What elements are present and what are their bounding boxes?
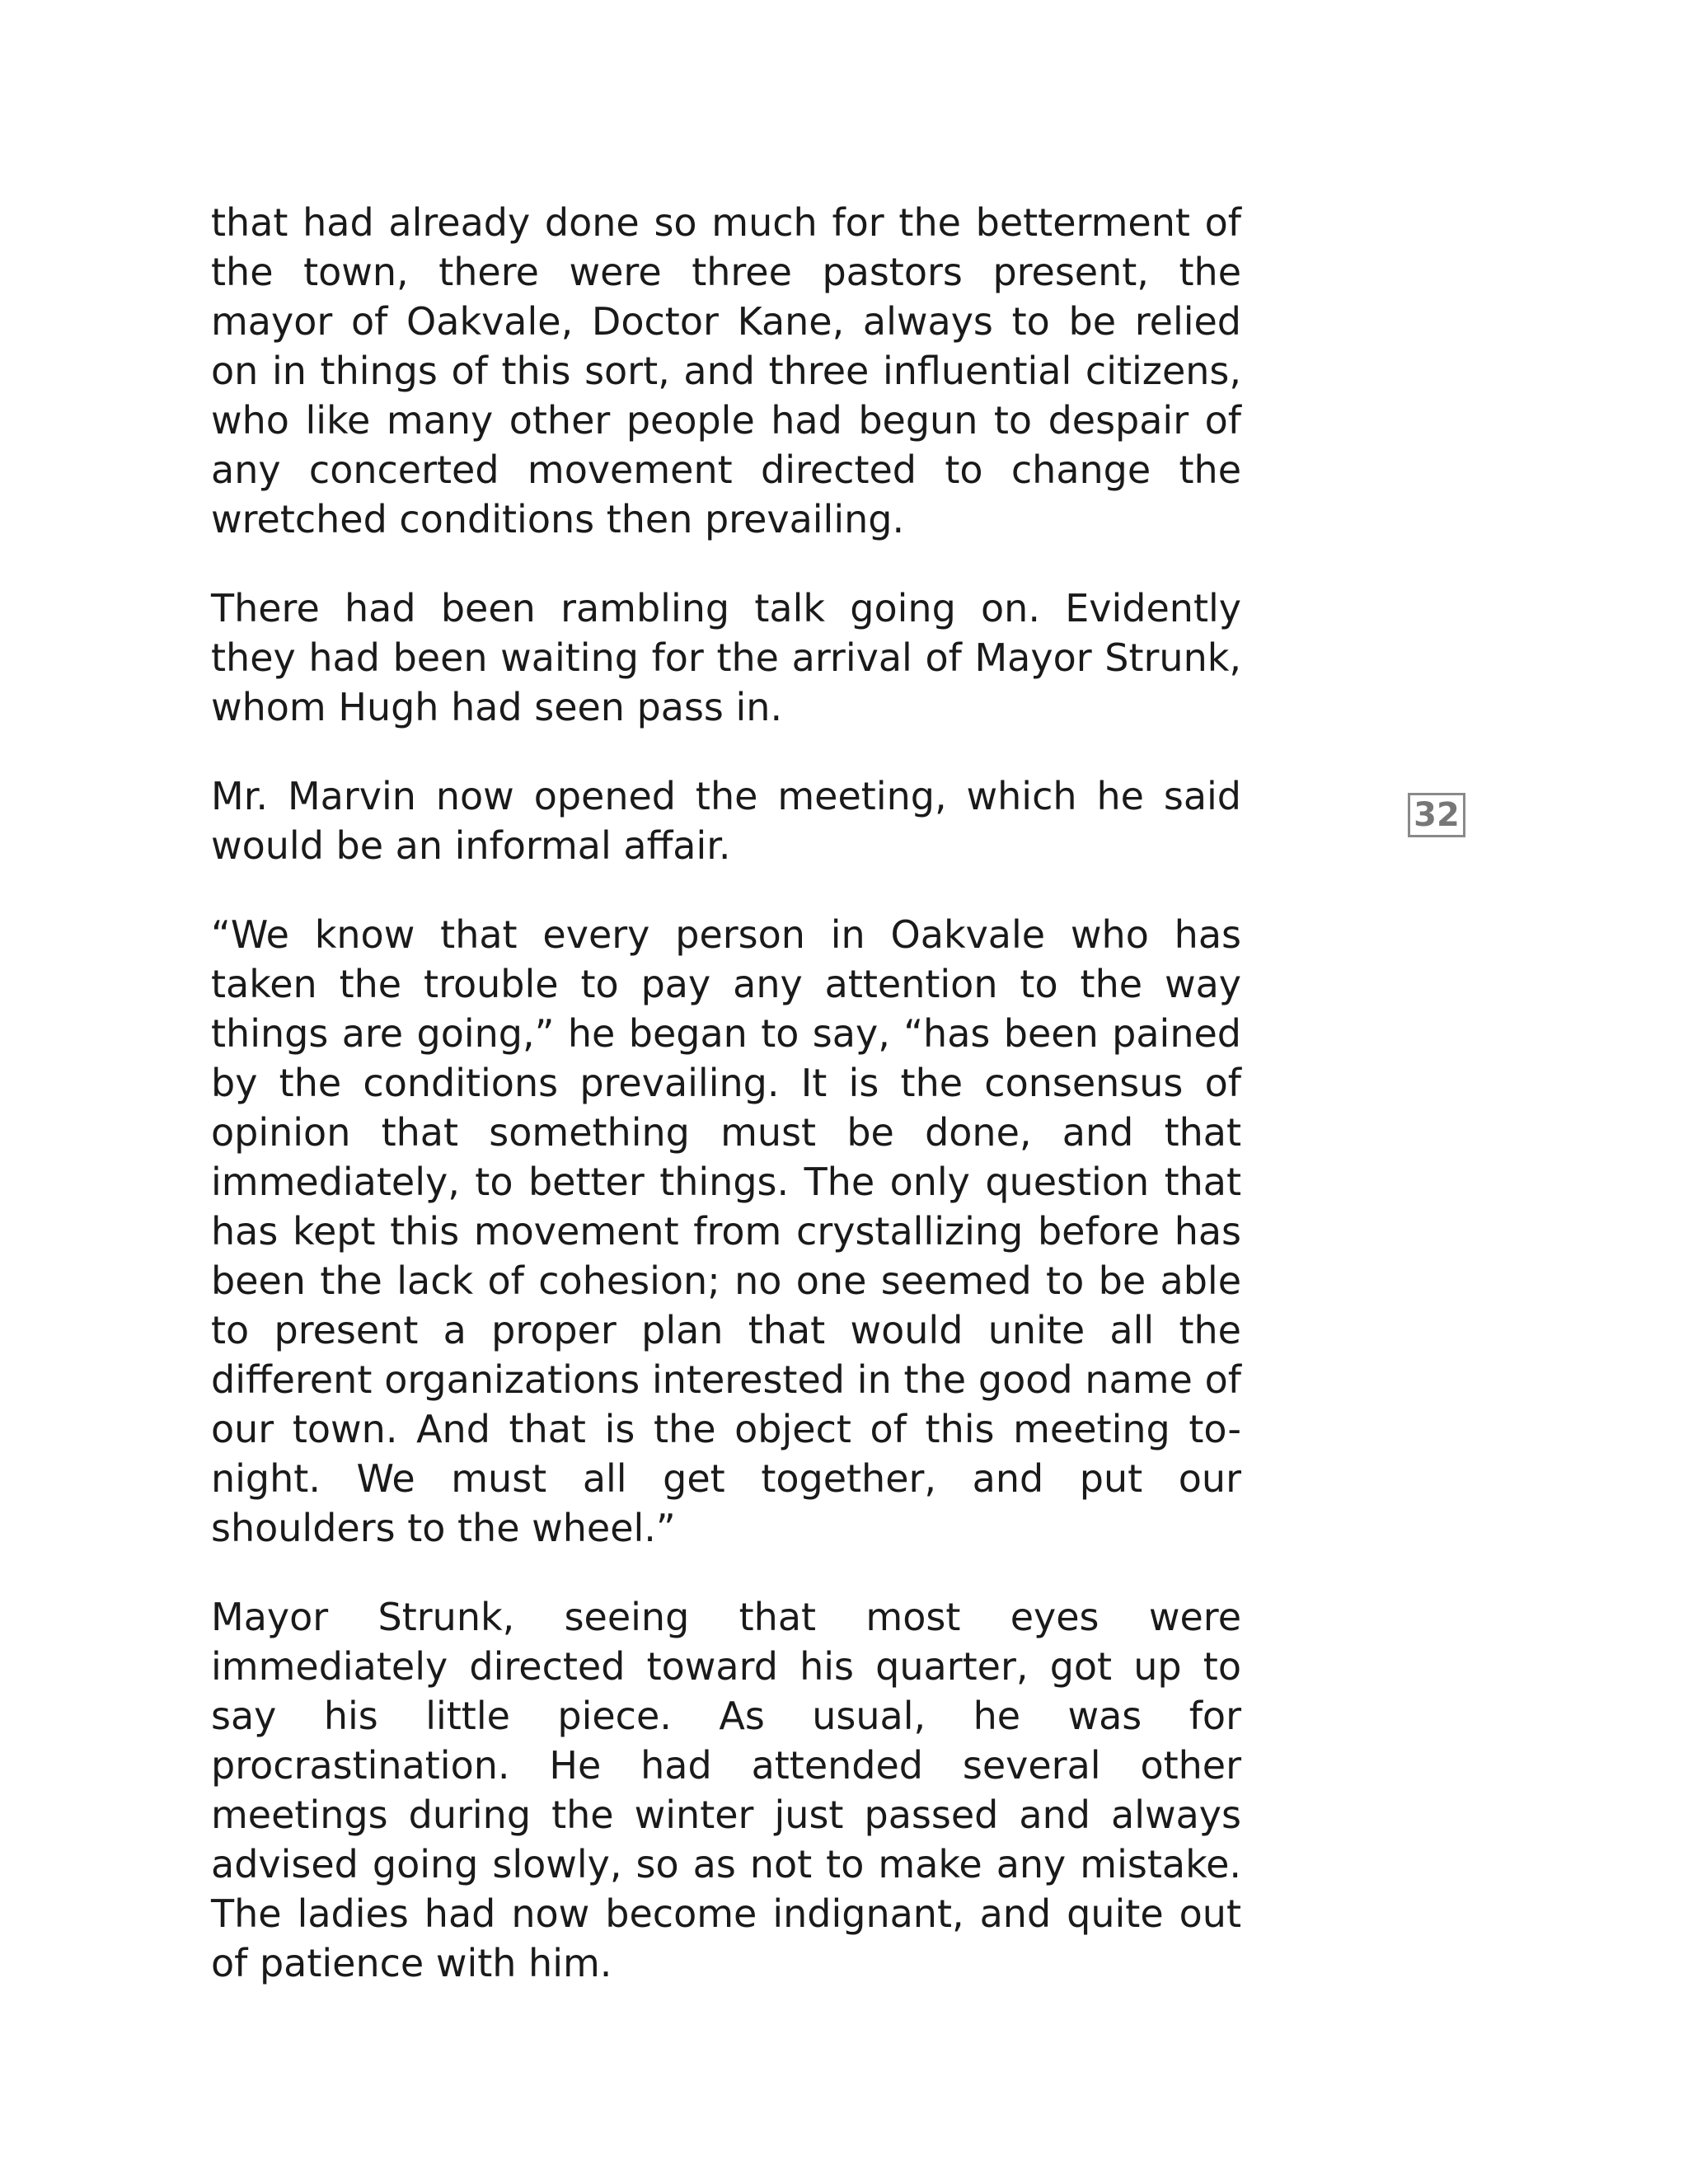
paragraph-5: Mayor Strunk, seeing that most eyes were immediately directed toward his quarter, got up to say his little piece. As usual, he was for procrastination. He had attended several other meetings during the winter just passed and always advised going slowly, so as not to make any mistake. The ladies had now become indignant, and quite out of patience with him.	[211, 1595, 1241, 1985]
paragraph-1: that had already done so much for the betterment of the town, there were three pastors present, the mayor of Oakvale, Doctor Kane, always to be relied on in things of this sort, and three influential citizens, who like many other people had begun to despair of any concerted movement directed to change the wretched conditions then prevailing.	[211, 200, 1241, 541]
page-number: 32	[1408, 793, 1465, 837]
paragraph-4: “We know that every person in Oakvale who has taken the trouble to pay any attention to the way things are going,” he began to say, “has been pained by the conditions prevailing. It is the consensus of opinion that something must be done, and that immediately, to better things. The only question that has kept this movement from crystallizing before has been the lack of cohesion; no one seemed to be able to present a proper plan that would unite all the different organizations interested in the good name of our town. And that is the object of this meeting to-night. We must all get together, and put our shoulders to the wheel.”	[211, 912, 1241, 1550]
body-text	[211, 198, 1241, 1988]
paragraph-3: Mr. Marvin now opened the meeting, which he said would be an informal affair.	[211, 774, 1241, 868]
paragraph-2: There had been rambling talk going on. Evidently they had been waiting for the arrival of Mayor Strunk, whom Hugh had seen pass in.	[211, 586, 1241, 729]
